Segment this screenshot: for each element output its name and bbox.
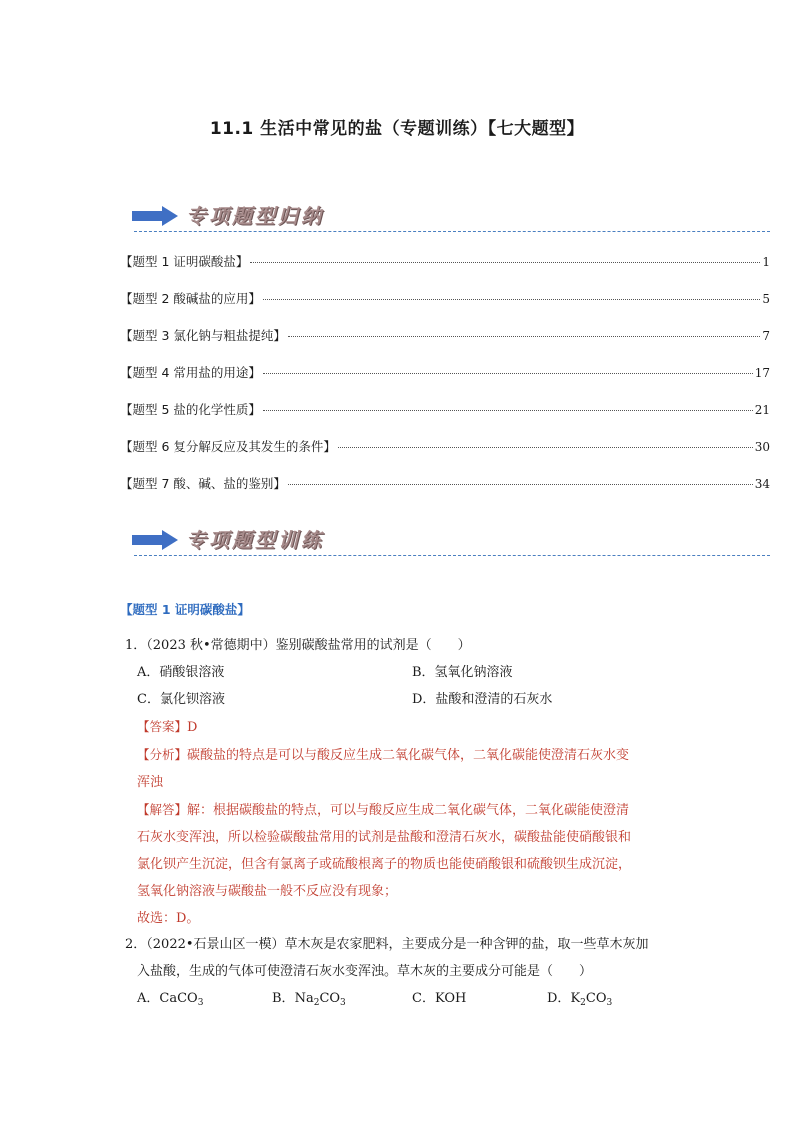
divider [134,555,770,556]
answer-value: D [187,720,198,735]
question-2 [120,931,680,1017]
toc-label: 【题型 3 氯化钠与粗盐提纯】 [120,328,286,343]
section-heading: 【题型 1 证明碳酸盐】 [120,602,250,617]
toc-item[interactable] [120,400,770,437]
subscript: 2 [313,998,320,1008]
answer [120,713,680,741]
formula: Na [294,991,314,1006]
toc-leader [288,336,760,337]
toc-item[interactable] [120,326,770,363]
option-prefix: A． [137,991,160,1006]
toc-item[interactable] [120,252,770,289]
analysis-line: 碳酸盐的特点是可以与酸反应生成二氧化碳气体，二氧化碳能使澄清石灰水变 [187,748,630,763]
solution-line: 氯化钡产生沉淀，但含有氯离子或硫酸根离子的物质也能使硝酸银和硫酸钡生成沉淀， [137,857,632,872]
options [120,659,680,713]
solution-cont [120,878,680,905]
solution-line: 氢氧化钠溶液与碳酸盐一般不反应没有现象； [137,884,398,899]
toc-page: 17 [754,366,770,380]
toc-page: 5 [762,292,770,306]
toc-leader [263,373,753,374]
banner-title: 专项题型训练 [186,528,324,552]
toc-label: 【题型 4 常用盐的用途】 [120,365,261,380]
analysis [120,741,680,769]
analysis-line: 浑浊 [137,775,164,790]
question-1 [120,632,680,932]
question-stem: 1．（2023 秋•常德期中）鉴别碳酸盐常用的试剂是（ ） [125,638,471,653]
toc-page: 34 [754,477,770,491]
solution-cont [120,851,680,878]
analysis-tag: 【分析】 [137,747,188,762]
subscript: 3 [606,998,613,1008]
arrow-right-icon [132,530,178,550]
toc-label: 【题型 6 复分解反应及其发生的条件】 [120,439,336,454]
toc-item[interactable] [120,289,770,326]
solution-line: 解：根据碳酸盐的特点，可以与酸反应生成二氧化碳气体，二氧化碳能使澄清 [187,803,630,818]
toc-leader [250,262,760,263]
option-b[interactable] [272,985,412,1017]
toc-page: 21 [754,403,770,417]
option-prefix: C． [412,991,435,1006]
toc-page: 1 [762,255,770,269]
subscript: 3 [340,998,346,1008]
subscript: 3 [197,998,204,1008]
option-a[interactable]: A．硝酸银溶液 [137,665,225,680]
toc-leader [263,410,753,411]
toc-page: 7 [762,329,770,343]
option-c[interactable]: C．氯化钡溶液 [137,692,225,707]
toc-item[interactable] [120,437,770,474]
subscript: 2 [580,998,586,1008]
option-a[interactable] [137,985,272,1017]
question-stem-cont: 入盐酸，生成的气体可使澄清石灰水变浑浊。草木灰的主要成分可能是（ ） [137,964,593,979]
toc-label: 【题型 5 盐的化学性质】 [120,402,261,417]
solution-tag: 【解答】 [137,802,188,817]
formula: K [570,991,581,1006]
analysis-cont [120,769,680,796]
option-d[interactable] [547,985,682,1017]
page-title: 11.1 生活中常见的盐（专题训练）【七大题型】 [209,119,585,139]
answer-tag: 【答案】 [137,719,188,734]
formula: CO [585,991,607,1006]
toc-leader [338,447,753,448]
toc-label: 【题型 1 证明碳酸盐】 [120,254,249,269]
toc-page: 30 [754,440,770,454]
option-b[interactable]: B．氢氧化钠溶液 [412,665,513,680]
option-d[interactable]: D．盐酸和澄清的石灰水 [412,692,553,707]
question-stem: 2．（2022•石景山区一模）草木灰是农家肥料，主要成分是一种含钾的盐，取一些草木灰加 [125,937,649,952]
toc-item[interactable] [120,474,770,511]
divider [134,231,770,232]
arrow-right-icon [132,206,178,226]
solution-cont [120,824,680,851]
option-prefix: B． [272,991,295,1006]
toc-leader [263,299,760,300]
formula: CO [319,991,341,1006]
toc-leader [288,484,753,485]
formula: CaCO [159,991,198,1006]
table-of-contents [120,252,770,511]
option-c[interactable] [412,985,547,1017]
formula: KOH [434,991,467,1006]
toc-label: 【题型 2 酸碱盐的应用】 [120,291,261,306]
toc-item[interactable] [120,363,770,400]
option-prefix: D． [547,991,571,1006]
choice [120,905,680,932]
options [120,985,680,1017]
section-banner-summary [132,200,770,234]
solution [120,796,680,824]
choice-text: 故选：D。 [137,911,200,926]
solution-line: 石灰水变浑浊，所以检验碳酸盐常用的试剂是盐酸和澄清石灰水，碳酸盐能使硝酸银和 [137,830,632,845]
banner-title: 专项题型归纳 [186,204,324,228]
toc-label: 【题型 7 酸、碱、盐的鉴别】 [120,476,286,491]
section-banner-training [132,524,770,558]
